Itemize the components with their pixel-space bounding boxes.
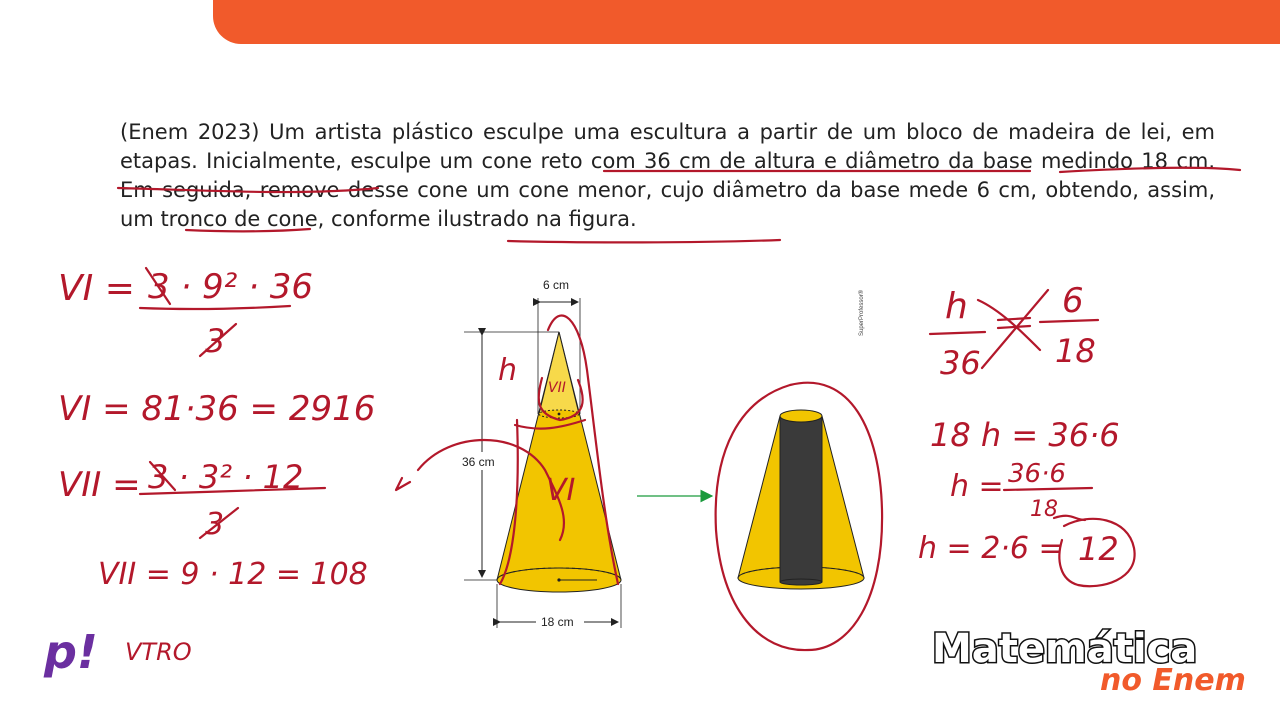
h-result: h = 2·6 = [918,531,1064,566]
logo-mark: p! [44,625,98,679]
text-highlight-marks [118,168,1240,243]
ratio-left-den: 36 [940,344,981,382]
vi-numerator: 3 · 9² · 36 [148,267,314,307]
small-cone [539,332,579,414]
h-numerator: 36·6 [1008,459,1066,489]
vii-cone-label: VII [548,380,566,396]
height-label: 36 cm [462,455,495,469]
vi-result: VI = 81·36 = 2916 [58,389,376,429]
h-final-value: 12 [1078,530,1119,568]
vtro-label: VTRO [125,638,192,666]
vi-cone-label: VI [546,473,576,508]
frustum-top [780,410,822,422]
vi-denominator: 3 [205,322,226,360]
vii-lhs: VII = [58,465,141,505]
ratio-left-num: h [945,286,968,327]
inner-cylinder [780,416,822,582]
frustum-figure [738,410,864,589]
brand-title: Matemática [932,626,1198,672]
watermark: SuperProfessor® [859,289,865,336]
base-diameter-label: 18 cm [541,615,574,629]
ratio-right-den: 18 [1055,332,1096,370]
ratio-right-num: 6 [1062,281,1084,321]
vii-denominator: 3 [205,507,225,542]
cross-multiply: 18 h = 36·6 [930,416,1120,454]
problem-text: (Enem 2023) Um artista plástico esculpe uma escultura a partir de um bloco de madeira de lei, em etapas. Inicialmente, esculpe um cone reto com 36 cm de altura e diâmetro da base medindo 18 cm. Em seguida, remove desse cone um cone menor, cujo diâmetro da base mede 6 cm, obtendo, assim, um tronco de cone, conforme ilustrado na figura. [120,120,1215,231]
left-calculations [58,267,375,666]
h-label: h [498,353,518,388]
right-calculations [918,281,1120,568]
vii-numerator: 3 · 3² · 12 [148,458,304,496]
vi-lhs: VI = [58,268,135,309]
vii-result: VII = 9 · 12 = 108 [98,557,368,592]
brand-subtitle: no Enem [1100,663,1246,698]
h-denominator: 18 [1030,497,1058,522]
top-diameter-label: 6 cm [543,278,570,292]
h-equals: h = [950,469,1004,504]
